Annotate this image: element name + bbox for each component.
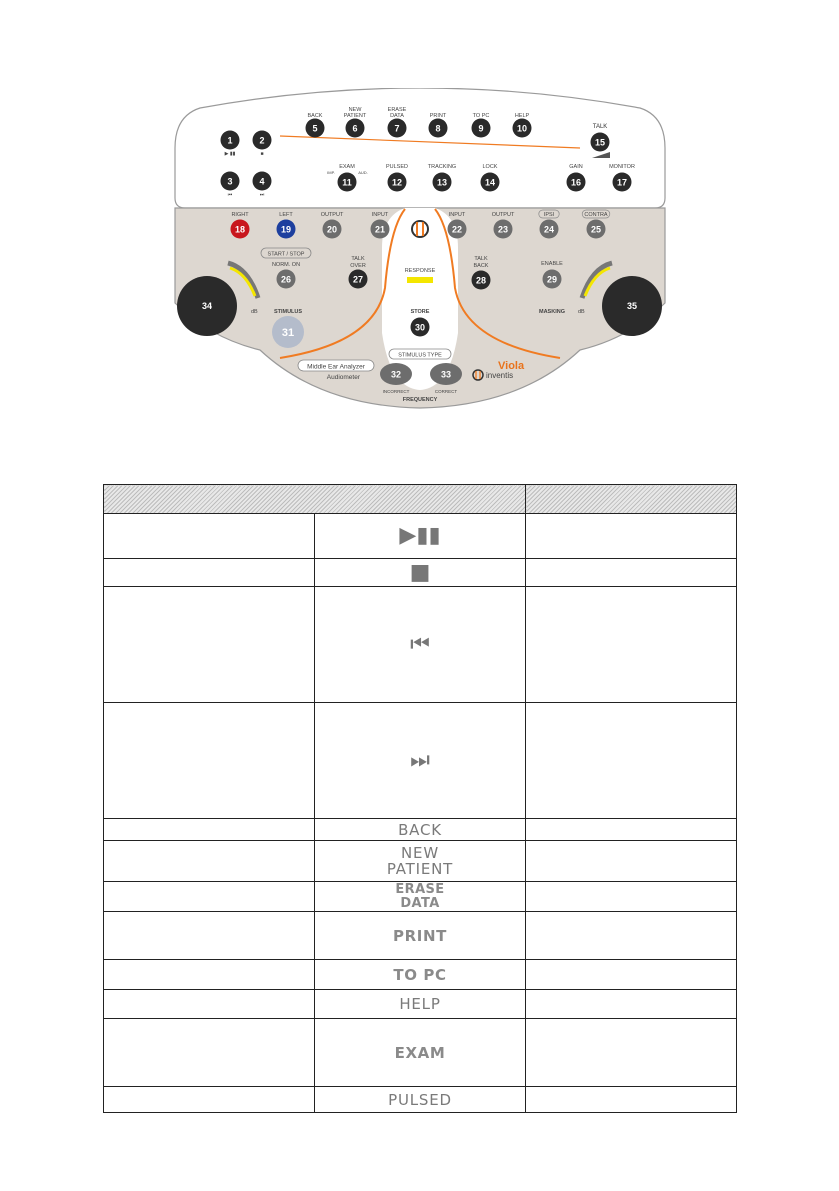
frequency-up-button-number: 33 [440,369,452,380]
start-stop-button-number: 26 [280,274,292,285]
correct-label: CORRECT [434,389,458,394]
brand-inventis: inventis [486,371,514,380]
top-btn-label-7-0: ERASE [387,107,407,113]
row-number-cell [104,841,315,882]
frequency-label: FREQUENCY [402,397,438,403]
row2-label-17: MONITOR [609,164,635,170]
table-row [104,912,737,960]
store-button-number: 30 [414,322,426,333]
frequency-down-button-number: 32 [390,369,402,380]
key-label-text: EXAM [394,1043,446,1062]
table-row [104,819,737,841]
key-glyph-icon: ⏭ [410,747,430,773]
top-btn-label-6-0: NEW [348,107,362,113]
row-number-cell [104,990,315,1019]
top-button-8-number: 8 [435,123,441,134]
stimulus-label: STIMULUS [273,309,303,315]
key-glyph-icon: ▶▮▮ [399,523,441,548]
description-cell [526,960,737,990]
function-button-11-number: 11 [342,177,352,188]
table-row [104,990,737,1019]
key-icon-cell [315,841,526,882]
brand-viola: Viola [498,360,525,372]
key-reference-table [103,484,737,1113]
key-label-text: PULSED [388,1090,452,1109]
key-icon-cell [315,819,526,841]
masking-label: MASKING [539,309,565,315]
row-number-cell [104,1087,315,1113]
key-glyph-icon: ■ [409,559,431,585]
play-pause-button-number: 1 [227,135,233,146]
left-channel-button-20-number: 20 [326,224,338,235]
top-button-7-number: 7 [394,123,400,134]
row-number-cell [104,882,315,912]
stimulus-level-knob-number: 34 [201,301,213,311]
description-cell [526,882,737,912]
top-btn-label-5-0: BACK [307,113,323,119]
row2-label-14: LOCK [482,164,498,170]
description-cell [526,587,737,703]
store-label: STORE [410,309,430,315]
row-number-cell [104,514,315,559]
function-button-13-number: 13 [436,177,448,188]
description-cell [526,841,737,882]
key-icon-cell [315,882,526,912]
talk-back-label-2: BACK [473,263,489,269]
top-button-9-number: 9 [478,123,484,134]
talk-back-button-number: 28 [475,275,487,286]
key-label-text: PRINT [393,926,447,945]
right-db-label: dB [578,309,585,315]
key-label-text: TO PC [393,965,447,984]
row-number-cell [104,819,315,841]
model-sub-label: Audiometer [326,374,360,381]
description-cell [526,819,737,841]
exam-imp-label: IMP. [327,170,335,175]
row-number-cell [104,703,315,819]
description-cell [526,1019,737,1087]
right-channel-label-23: OUTPUT [491,212,515,218]
top-btn-label-6-1: PATIENT [343,113,367,119]
next-icon: ⏭ [259,192,265,198]
panel-outline [175,88,665,208]
row2-label-13: TRACKING [427,164,457,170]
row-number-cell [104,1019,315,1087]
start-stop-label: START / STOP [267,251,305,258]
key-label-text: DATA [400,895,440,911]
key-icon-cell [315,960,526,990]
key-label-text: PATIENT [386,860,454,878]
key-label-text: ERASE [395,881,445,897]
stimulus-type-label: STIMULUS TYPE [398,352,442,359]
description-cell [526,912,737,960]
row2-label-11: EXAM [339,164,355,170]
row-number-cell [104,960,315,990]
key-icon-cell [315,703,526,819]
table-header-key [104,485,526,514]
row-number-cell [104,587,315,703]
top-btn-label-9-0: TO PC [472,113,490,119]
table-header-description [526,485,737,514]
key-icon-cell [315,587,526,703]
function-button-14-number: 14 [484,177,496,188]
masking-level-knob-number: 35 [626,301,638,311]
talk-over-button-number: 27 [352,274,364,285]
left-channel-label-18: RIGHT [231,212,249,218]
key-label-text: BACK [398,820,442,839]
table-row [104,703,737,819]
row2-label-16: GAIN [569,164,583,170]
row-number-cell [104,559,315,587]
incorrect-label: INCORRECT [382,389,410,394]
left-db-label: dB [251,309,258,315]
right-channel-label-25: CONTRA [584,212,608,218]
left-channel-label-21: INPUT [371,212,389,218]
description-cell [526,559,737,587]
talk-over-label-1: TALK [351,256,365,262]
table-body [104,514,737,1113]
table-row [104,1087,737,1113]
exam-aud-label: AUD. [358,170,368,175]
top-btn-label-8-0: PRINT [429,113,447,119]
right-channel-button-24-number: 24 [543,224,555,235]
function-button-16-number: 16 [570,177,582,188]
description-cell [526,514,737,559]
description-cell [526,703,737,819]
talk-back-label-1: TALK [474,256,488,262]
key-icon-cell [315,559,526,587]
top-button-6-number: 6 [352,123,358,134]
top-btn-label-7-1: DATA [390,113,404,119]
talk-over-label-2: OVER [350,263,366,269]
description-cell [526,990,737,1019]
key-label-text: NEW [401,844,439,862]
talk-button-number: 15 [594,137,606,148]
response-indicator [407,277,433,283]
previous-button-number: 3 [227,176,233,187]
next-button-number: 4 [259,176,265,187]
left-channel-button-21-number: 21 [374,224,386,235]
function-button-17-number: 17 [616,177,628,188]
table-row [104,1019,737,1087]
row-number-cell [104,912,315,960]
description-cell [526,1087,737,1113]
left-channel-label-20: OUTPUT [320,212,344,218]
table-header-row [104,485,737,514]
stimulus-button-number: 31 [281,327,295,339]
response-label: RESPONSE [404,268,436,274]
row2-label-12: PULSED [385,164,409,170]
key-icon-cell [315,1019,526,1087]
key-icon-cell [315,990,526,1019]
table-row [104,960,737,990]
left-channel-button-18-number: 18 [234,224,246,235]
right-channel-button-22-number: 22 [451,224,463,235]
left-channel-button-19-number: 19 [280,224,292,235]
model-label: Middle Ear Analyzer [307,363,365,371]
masking-enable-button-number: 29 [546,274,558,285]
enable-label: ENABLE [541,261,563,267]
table-row [104,841,737,882]
table-row [104,514,737,559]
stop-icon: ■ [260,151,264,157]
play-pause-icon: ▶ ▮▮ [224,151,236,157]
function-button-12-number: 12 [391,177,403,188]
right-channel-button-23-number: 23 [497,224,509,235]
left-channel-label-19: LEFT [279,212,293,218]
viola-control-panel [160,88,680,428]
right-channel-label-22: INPUT [448,212,466,218]
key-icon-cell [315,912,526,960]
table-row [104,587,737,703]
table-row [104,882,737,912]
top-button-5-number: 5 [312,123,318,134]
key-label-text: HELP [399,995,441,1013]
stop-button-number: 2 [259,135,265,146]
right-channel-label-24: IPSI [543,212,555,218]
norm-on-label: NORM. ON [271,262,301,268]
table-row [104,559,737,587]
top-btn-label-10-0: HELP [514,113,530,119]
key-icon-cell [315,1087,526,1113]
top-button-10-number: 10 [516,123,528,134]
talk-label: TALK [592,124,608,130]
right-channel-button-25-number: 25 [590,224,602,235]
key-glyph-icon: ⏮ [410,631,430,657]
key-icon-cell [315,514,526,559]
previous-icon: ⏮ [227,192,233,198]
